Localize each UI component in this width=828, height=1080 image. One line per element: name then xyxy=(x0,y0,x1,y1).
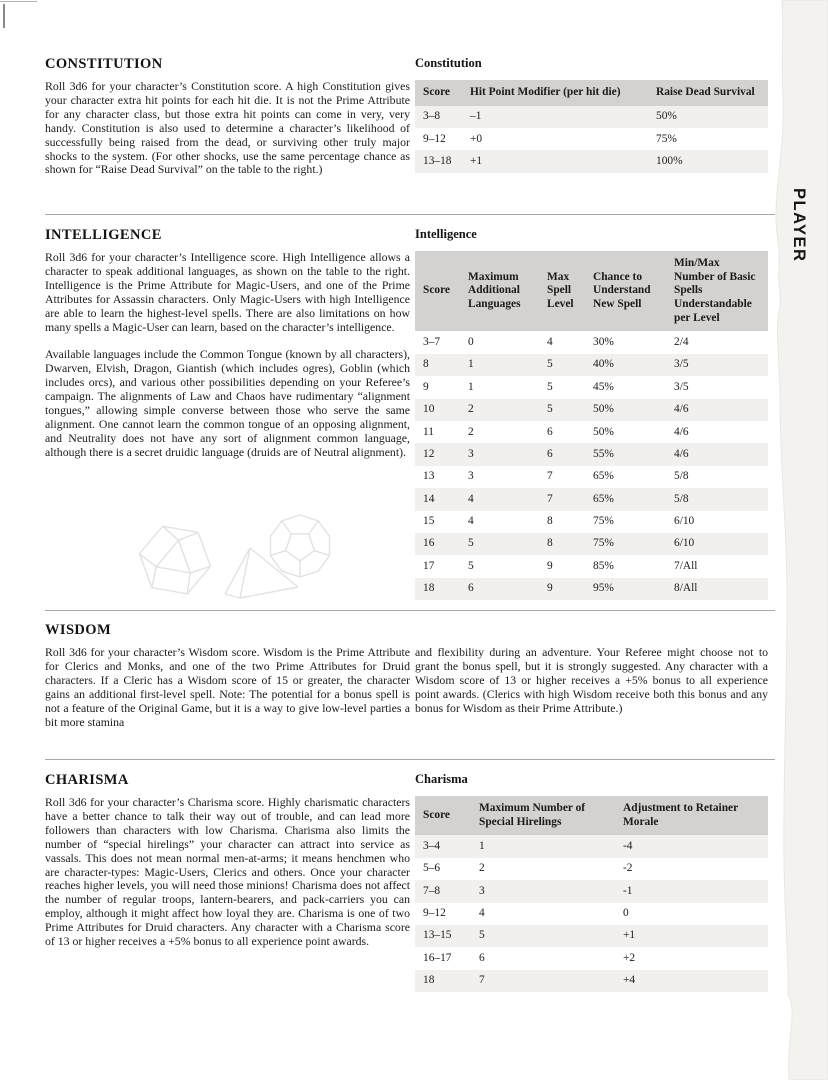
table-cell: 100% xyxy=(648,150,768,172)
table-row xyxy=(415,555,768,577)
table-cell: 8/All xyxy=(666,578,768,600)
section-wisdom xyxy=(45,622,775,729)
column-header: Maximum Number of Special Hirelings xyxy=(471,796,615,835)
table-cell: 65% xyxy=(593,470,614,483)
intelligence-heading: INTELLIGENCE xyxy=(45,227,162,243)
table-cell: 3/5 xyxy=(674,380,689,393)
column-header: Adjustment to Retainer Morale xyxy=(615,796,768,835)
table-cell: 18 xyxy=(415,578,460,600)
column-header: Score xyxy=(415,796,471,835)
table-row xyxy=(415,970,768,992)
table-row xyxy=(415,880,768,902)
table-cell: 6 xyxy=(547,425,553,438)
intelligence-paragraph-1: Roll 3d6 for your character’s Intelligence score. High Intelligence allows a character to speak additional languages, as shown on the table to the right. Intelligence is the Prime Attribute for Magic-Users, and one of the Prime Attributes for Assassin characters. Only Magic-Users with high Intelligence are able to learn the highest-level spells. There are also limitations on how many spells a Magic-User can learn, based on the character’s intelligence. xyxy=(45,250,410,334)
table-row xyxy=(415,421,768,443)
constitution-paragraph: Roll 3d6 for your character’s Constitution score. A high Constitution gives your character extra hit points for each hit die. It is not the Prime Attribute for any character class, but those extra hit points can come in very, very handy. Constitution is also used to determine a character’s likelihood of successfully being raised from the dead, or surviving other truly major shocks to the system. (For other shocks, use the same percentage chance as shown for “Raise Dead Survival” on the table to the right.) xyxy=(45,79,410,177)
charisma-table-column xyxy=(415,772,768,992)
column-header: Score xyxy=(415,251,460,331)
player-tab-label: PLAYER xyxy=(790,188,808,263)
table-cell: 2 xyxy=(468,425,474,438)
charisma-heading: CHARISMA xyxy=(45,772,129,788)
table-cell: 8 xyxy=(415,354,460,376)
table-header-row xyxy=(415,796,768,835)
table-cell: -1 xyxy=(615,880,768,902)
table-cell: 0 xyxy=(468,335,474,348)
table-row xyxy=(415,106,768,128)
table-cell: –1 xyxy=(462,106,648,128)
table-cell: +0 xyxy=(470,132,483,145)
table-cell: 12 xyxy=(415,443,460,465)
table-cell: 3–8 xyxy=(415,106,462,128)
table-row xyxy=(415,533,768,555)
intelligence-table xyxy=(415,251,768,600)
table-row xyxy=(415,925,768,947)
table-cell: 9 xyxy=(547,559,553,572)
table-row xyxy=(415,835,768,857)
table-cell: 1 xyxy=(460,354,539,376)
charisma-table-caption: Charisma xyxy=(415,772,468,786)
table-cell: 4 xyxy=(468,515,474,528)
table-cell: 10 xyxy=(415,399,460,421)
table-cell: 9 xyxy=(539,578,585,600)
table-cell: 18 xyxy=(415,970,471,992)
table-row xyxy=(415,128,768,150)
table-cell: +2 xyxy=(623,951,636,964)
wisdom-heading: WISDOM xyxy=(45,622,112,638)
charisma-text-column xyxy=(45,772,410,949)
scan-artifact-vertical xyxy=(3,4,5,28)
table-cell: 13–15 xyxy=(415,925,471,947)
intelligence-table-column xyxy=(415,227,768,600)
column-header: Hit Point Modifier (per hit die) xyxy=(462,80,648,106)
table-cell: 4/6 xyxy=(666,443,768,465)
table-cell: 4 xyxy=(479,907,485,920)
constitution-table xyxy=(415,80,768,173)
section-constitution xyxy=(45,56,775,177)
table-cell: 9–12 xyxy=(423,907,446,920)
column-header: Chance to Understand New Spell xyxy=(585,251,666,331)
table-cell: 1 xyxy=(471,835,615,857)
wisdom-paragraph-left: Roll 3d6 for your character’s Wisdom score. Wisdom is the Prime Attribute for Clerics and Monks, and one of the two Prime Attributes for Druid characters. If a Cleric has a Wisdom score of 15 or greater, the character gains an additional first-level spell. Note: The potential for a bonus spell is not a feature of the Original Game, but it is a way to give low-level parties a bit more stamina xyxy=(45,645,410,729)
table-cell: 55% xyxy=(585,443,666,465)
table-cell: 15 xyxy=(423,515,435,528)
table-cell: 7/All xyxy=(674,559,698,572)
table-cell: 50% xyxy=(585,399,666,421)
d12-icon xyxy=(271,515,330,577)
section-charisma xyxy=(45,772,775,992)
table-cell: 6/10 xyxy=(666,533,768,555)
table-cell: -2 xyxy=(623,862,633,875)
table-row xyxy=(415,150,768,172)
table-cell: 75% xyxy=(593,515,614,528)
table-cell: 75% xyxy=(656,132,677,145)
table-cell: +1 xyxy=(462,150,648,172)
table-row xyxy=(415,376,768,398)
torn-paper-edge xyxy=(766,0,828,1080)
table-cell: 11 xyxy=(423,425,434,438)
wisdom-paragraph-right: and flexibility during an adventure. Your Referee might choose not to grant the bonus spell, but it is strongly suggested. Any character with a Wisdom score of 13 or higher receives a +5% bonus to all experience point awards. (Clerics with high Wisdom receive both this bonus and any bonus for Wisdom as their Prime Attribute.) xyxy=(415,645,768,715)
table-cell: 3 xyxy=(468,470,474,483)
table-cell: +1 xyxy=(615,925,768,947)
table-row xyxy=(415,947,768,969)
table-cell: 5/8 xyxy=(666,488,768,510)
table-cell: 5–6 xyxy=(423,862,441,875)
table-cell: 6 xyxy=(539,443,585,465)
table-row xyxy=(415,903,768,925)
table-cell: 2/4 xyxy=(674,335,689,348)
table-cell: 4 xyxy=(547,335,553,348)
table-cell: 30% xyxy=(593,335,614,348)
table-cell: 75% xyxy=(585,533,666,555)
table-cell: 4/6 xyxy=(674,425,689,438)
charisma-paragraph: Roll 3d6 for your character’s Charisma score. Highly charismatic characters have a better chance to talk their way out of trouble, and can lead more followers than characters with low Charisma. Charisma also limits the number of “special hirelings” your character can attract into service as vassals. This does not mean normal men-at-arms; it means henchmen who are character-types: Magic-Users, Clerics and others. Once your character reaches higher levels, you will need those minions! Charisma does not affect the number of regular troops, lantern-bearers, and pack-carriers you can employ, although it might affect how loyal they are. Charisma is one of two Prime Attributes for Druid characters. Any character with a Charisma score of 13 or higher receives a +5% bonus to all experience point awards. xyxy=(45,795,410,949)
table-cell: 8 xyxy=(547,515,553,528)
column-header: Min/Max Number of Basic Spells Understandable per Level xyxy=(666,251,768,331)
table-cell: 7 xyxy=(539,488,585,510)
column-header: Score xyxy=(415,80,462,106)
table-cell: 45% xyxy=(593,380,614,393)
table-header-row xyxy=(415,251,768,331)
table-row xyxy=(415,354,768,376)
table-cell: 7 xyxy=(547,470,553,483)
constitution-heading: CONSTITUTION xyxy=(45,56,163,72)
column-header: Maximum Additional Languages xyxy=(460,251,539,331)
column-header: Raise Dead Survival xyxy=(648,80,768,106)
table-cell: 50% xyxy=(593,425,614,438)
table-cell: 4/6 xyxy=(666,399,768,421)
table-row xyxy=(415,399,768,421)
table-header-row xyxy=(415,80,768,106)
table-cell: +4 xyxy=(615,970,768,992)
table-cell: 4 xyxy=(460,488,539,510)
table-cell: -4 xyxy=(615,835,768,857)
table-cell: 3 xyxy=(460,443,539,465)
table-row xyxy=(415,331,768,353)
charisma-table xyxy=(415,796,768,992)
table-cell: 3 xyxy=(471,880,615,902)
table-cell: 7–8 xyxy=(415,880,471,902)
table-row xyxy=(415,443,768,465)
table-cell: 13 xyxy=(423,470,435,483)
section-divider xyxy=(45,214,775,215)
table-cell: 13–18 xyxy=(415,150,462,172)
table-row xyxy=(415,858,768,880)
table-cell: 2 xyxy=(479,862,485,875)
dice-illustration xyxy=(128,508,348,608)
table-row xyxy=(415,488,768,510)
table-cell: 17 xyxy=(423,559,435,572)
table-cell: 14 xyxy=(415,488,460,510)
table-cell: 1 xyxy=(468,380,474,393)
table-cell: 5/8 xyxy=(674,470,689,483)
scan-artifact-horizontal xyxy=(0,1,37,2)
constitution-text-column xyxy=(45,56,410,177)
table-cell: 50% xyxy=(648,106,768,128)
intelligence-table-caption: Intelligence xyxy=(415,227,477,241)
table-cell: 5 xyxy=(468,559,474,572)
table-cell: 40% xyxy=(585,354,666,376)
table-cell: 6 xyxy=(460,578,539,600)
table-cell: 16–17 xyxy=(423,951,452,964)
table-cell: 95% xyxy=(585,578,666,600)
table-cell: 3–7 xyxy=(423,335,441,348)
table-cell: 7 xyxy=(471,970,615,992)
d20-icon xyxy=(140,526,211,594)
column-header: Max Spell Level xyxy=(539,251,585,331)
table-cell: 2 xyxy=(460,399,539,421)
table-cell: 5 xyxy=(539,399,585,421)
table-cell: 5 xyxy=(471,925,615,947)
section-divider xyxy=(45,759,775,760)
table-cell: 5 xyxy=(460,533,539,555)
intelligence-text-column xyxy=(45,227,410,460)
wisdom-columns xyxy=(45,646,775,729)
constitution-table-caption: Constitution xyxy=(415,56,482,70)
table-cell: 5 xyxy=(547,380,553,393)
table-row xyxy=(415,466,768,488)
table-cell: 6 xyxy=(479,951,485,964)
table-cell: 9 xyxy=(423,380,429,393)
constitution-table-column xyxy=(415,56,768,173)
table-cell: 3–4 xyxy=(415,835,471,857)
table-row xyxy=(415,511,768,533)
table-cell: 16 xyxy=(415,533,460,555)
table-cell: 6/10 xyxy=(674,515,695,528)
table-cell: 0 xyxy=(623,907,629,920)
table-cell: 3/5 xyxy=(666,354,768,376)
table-cell: 8 xyxy=(539,533,585,555)
intelligence-paragraph-2: Available languages include the Common Tongue (known by all characters), Dwarven, Elvish, Dragon, Giantish (which includes ogres), Goblin (which includes orcs), and various other possibilities depending on your Referee’s campaign. The alignments of Law and Chaos have rudimentary “alignment tongues,” allowing simple converse between those who serve the same alignment. One cannot learn the common tongue of an opposing alignment, and Neutrality does not have any sort of alignment common language, although there is a secret druidic language (druids are of Neutral alignment). xyxy=(45,347,410,459)
table-cell: 65% xyxy=(585,488,666,510)
table-row xyxy=(415,578,768,600)
table-cell: 9–12 xyxy=(423,132,446,145)
table-cell: 85% xyxy=(593,559,614,572)
section-divider xyxy=(45,610,775,611)
table-cell: 5 xyxy=(539,354,585,376)
